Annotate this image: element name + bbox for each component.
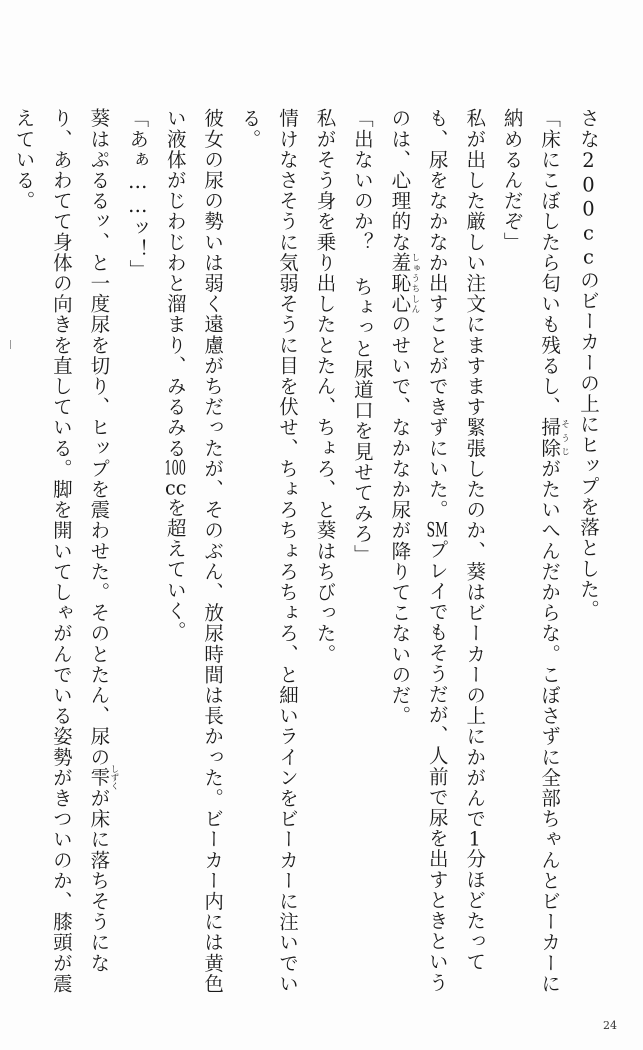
ruby-shuuchishin: 羞恥心しゅうちしん <box>388 252 420 315</box>
paragraph-6: 情けなさそうに気弱そうに目を伏せ、ちょろちょろちょろ、と細いラインをビーカーに注いでいる。 <box>238 108 299 994</box>
paragraph-3: 私が出した厳しい注文にますます緊張したのか、葵はビーカーの上にかがんで1分ほどたっても、尿をなかなか出すことができずにいた。SMプレイでもそうだが、人前で尿を出すときというのは、心理的な羞恥心しゅうちしんのせいで、なかなか尿が降りてこないのだ。 <box>388 108 487 993</box>
paragraph-2: 「床にこぼしたら匂いも残るし、掃除そうじがたいへんだからな。こぼさずに全部ちゃんとビーカーに納めるんだぞ」 <box>500 108 570 994</box>
ruby-souji: 掃除そうじ <box>538 417 570 459</box>
page-number: 24 <box>603 1019 617 1032</box>
paragraph-9: 葵はぷるるッ、と一度尿を切り、ヒップを震わせた。そのとたん、尿の雫しずくが床に落ちそうになり、あわてて身体の向きを直している。脚を開いてしゃがんでいる姿勢がきついのか、膝頭が震えている。 <box>12 108 119 994</box>
paragraph-5: 私がそう身を乗り出したとたん、ちょろ、と葵はちびった。 <box>313 108 337 665</box>
paragraph-4: 「出ないのか？ ちょっと尿道口を見せてみろ」 <box>350 108 374 565</box>
paragraph-7: 彼女の尿の勢いは弱く遠慮がちだったが、そのぶん、放尿時間は長かった。ビーカー内には黄色い液体がじわじわと溜まり、みるみる100ccを超えていく。 <box>163 108 225 994</box>
body-text-vertical <box>12 108 607 998</box>
ruby-shizuku: 雫しずく <box>87 764 119 791</box>
paragraph-8: 「あぁ……ッ！」 <box>126 108 150 280</box>
paragraph-1: さな200ccのビーカーの上にヒップを落とした。 <box>577 108 600 620</box>
